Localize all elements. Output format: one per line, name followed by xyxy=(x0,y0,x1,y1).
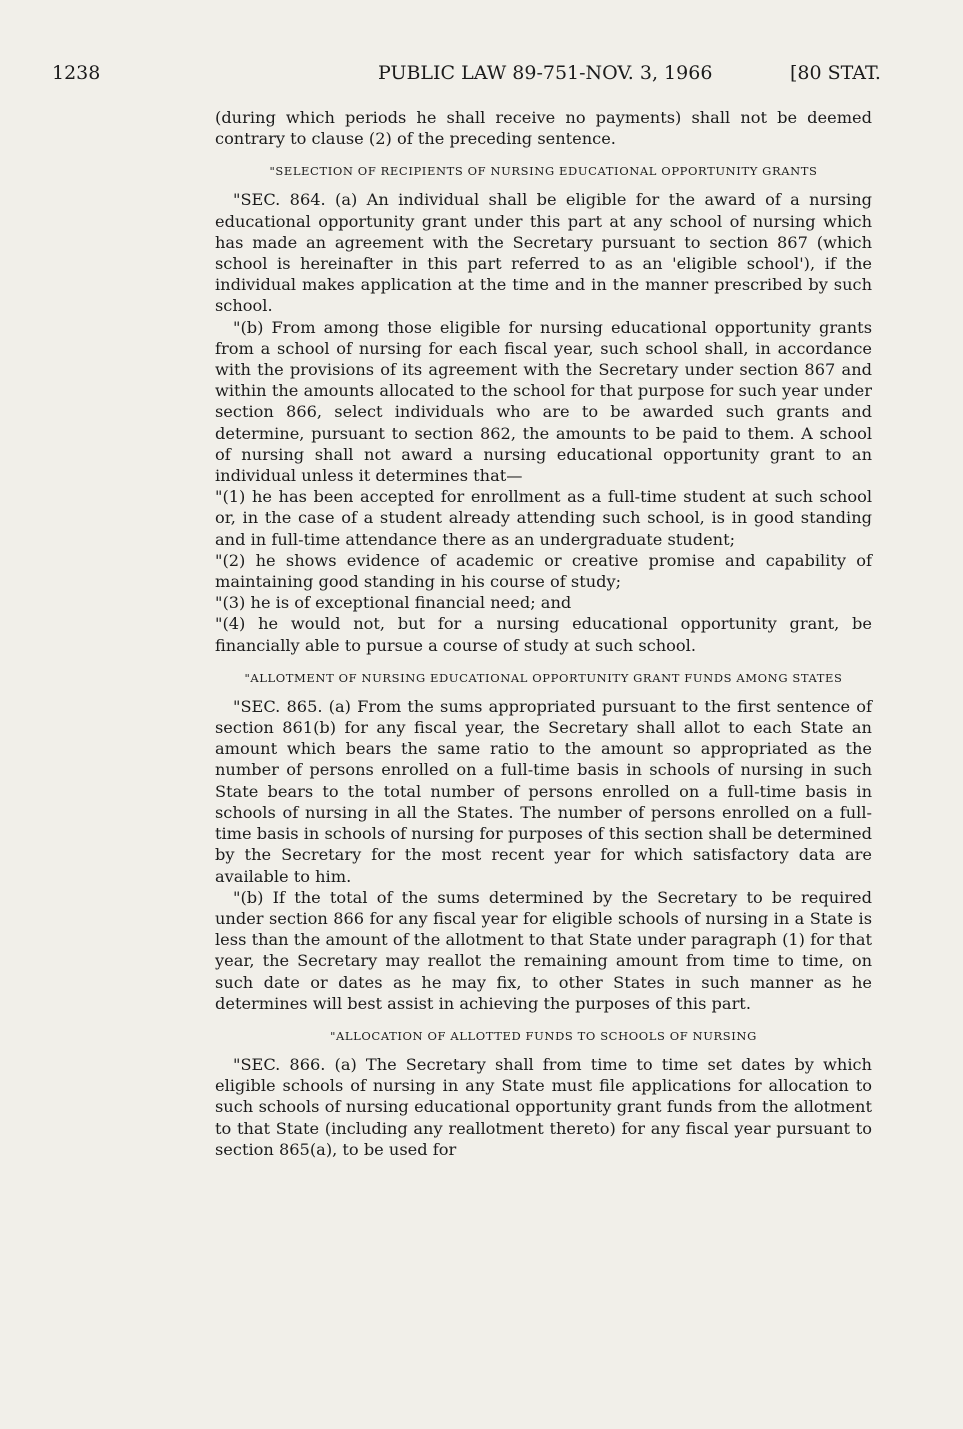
section-heading-865: "ALLOTMENT OF NURSING EDUCATIONAL OPPORTUNITY GRANT FUNDS AMONG STATES xyxy=(244,670,843,685)
list-item-3 xyxy=(215,592,872,613)
document-body xyxy=(215,107,872,1160)
paragraph-sec-866-a: "SEC. 866. (a) The Secretary shall from time to time set dates by which eligible schools of nursing in any State must file applications for allocation to such schools of nursing educational opportunity grant funds from the allotment to that State (including any reallotment thereto) for any fiscal year pursuant to section 865(a), to be used for xyxy=(215,1054,872,1159)
list-item-4-text: "(4) he would not, but for a nursing educational opportunity grant, be financially able to pursue a course of study at such school. xyxy=(215,614,872,655)
paragraph-continuation: (during which periods he shall receive no payments) shall not be deemed contrary to clause (2) of the preceding sentence. xyxy=(215,108,872,149)
list-item-2 xyxy=(215,550,872,592)
paragraph-sec-865-b: "(b) If the total of the sums determined by the Secretary to be required under section 866 for any fiscal year for eligible schools of nursing in a State is less than the amount of the allotment to that State under paragraph (1) for that year, the Secretary may reallot the remaining amount from time to time, on such date or dates as he may fix, to other States in such manner as he determines will best assist in achieving the purposes of this part. xyxy=(215,887,872,1013)
running-title: PUBLIC LAW 89-751-NOV. 3, 1966 xyxy=(378,62,713,84)
page-header xyxy=(0,62,963,92)
list-item-1-text: "(1) he has been accepted for enrollment as a full-time student at such school or, in the case of a student already attending such school, is in good standing and in full-time attendance there as an undergraduate student; xyxy=(215,487,872,549)
list-item-4 xyxy=(215,613,872,655)
list-item-3-text: "(3) he is of exceptional financial need; and xyxy=(215,593,572,613)
section-heading-866: "ALLOCATION OF ALLOTTED FUNDS TO SCHOOLS OF NURSING xyxy=(330,1028,757,1043)
statute-reference: [80 STAT. xyxy=(790,62,881,84)
list-item-1 xyxy=(215,486,872,550)
page-number: 1238 xyxy=(52,62,101,84)
section-heading-864: "SELECTION OF RECIPIENTS OF NURSING EDUCATIONAL OPPORTUNITY GRANTS xyxy=(269,164,818,179)
paragraph-sec-864-a: "SEC. 864. (a) An individual shall be eligible for the award of a nursing educational opportunity grant under this part at any school of nursing which has made an agreement with the Secretary pursuant to section 867 (which school is hereinafter in this part referred to as an 'eligible school'), if the individual makes application at the time and in the manner prescribed by such school. xyxy=(215,190,872,316)
list-item-2-text: "(2) he shows evidence of academic or creative promise and capability of maintaining good standing in his course of study; xyxy=(215,550,872,592)
paragraph-sec-865-a: "SEC. 865. (a) From the sums appropriated pursuant to the first sentence of section 861(b) for any fiscal year, the Secretary shall allot to each State an amount which bears the same ratio to the amount so appropriated as the number of persons enrolled on a full-time basis in schools of nursing in such State bears to the total number of persons enrolled on a full-time basis in schools of nursing in all the States. The number of persons enrolled on a full-time basis in schools of nursing for purposes of this section shall be determined by the Secretary for the most recent year for which satisfactory data are available to him. xyxy=(215,696,872,886)
paragraph-sec-864-b: "(b) From among those eligible for nursing educational opportunity grants from a school of nursing for each fiscal year, such school shall, in accordance with the provisions of its agreement with the Secretary under section 867 and within the amounts allocated to the school for that purpose for such year under section 866, select individuals who are to be awarded such grants and determine, pursuant to section 862, the amounts to be paid to them. A school of nursing shall not award a nursing educational opportunity grant to an individual unless it determines that— xyxy=(215,317,872,486)
